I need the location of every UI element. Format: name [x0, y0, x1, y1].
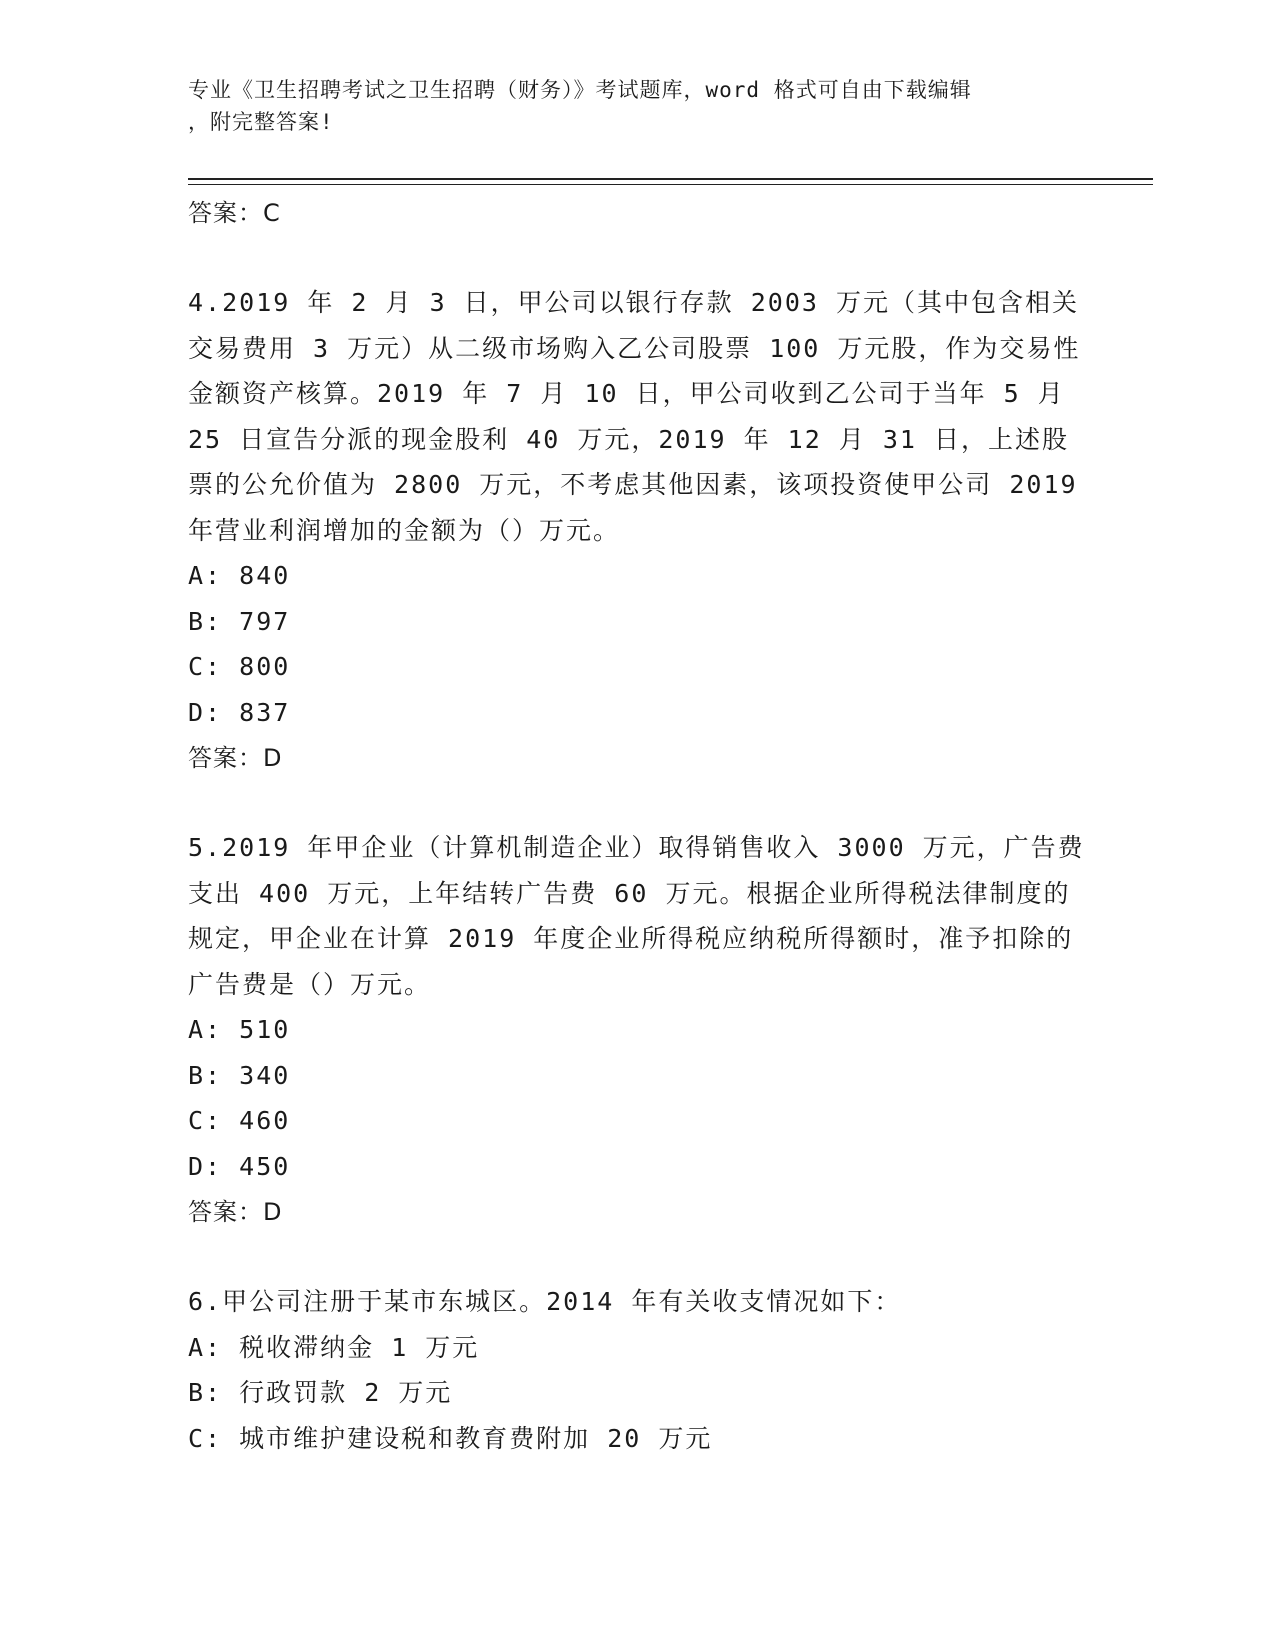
answer-prev: 答案：C: [188, 199, 281, 227]
question-6-option-c: C: 城市维护建设税和教育费附加 20 万元: [188, 1423, 713, 1453]
header-rule-thick: [188, 178, 1153, 180]
document-header: [188, 74, 1088, 138]
header-line-2: ，附完整答案!: [188, 110, 334, 134]
question-6-block: [188, 1279, 1088, 1461]
question-6-text: 6.甲公司注册于某市东城区。2014 年有关收支情况如下：: [188, 1287, 902, 1316]
question-5-option-d: D: 450: [188, 1151, 291, 1181]
header-rule-thin: [188, 184, 1153, 185]
header-line-1: 专业《卫生招聘考试之卫生招聘（财务）》考试题库，word 格式可自由下载编辑: [188, 78, 972, 102]
question-5-option-b: B: 340: [188, 1060, 291, 1090]
question-5-answer: 答案：D: [188, 1198, 283, 1226]
question-5-option-a: A: 510: [188, 1015, 291, 1044]
question-6-option-b: B: 行政罚款 2 万元: [188, 1378, 453, 1407]
question-6-option-a: A: 税收滞纳金 1 万元: [188, 1332, 480, 1362]
document-body: [188, 190, 1088, 1461]
question-4-option-a: A: 840: [188, 561, 291, 590]
question-4-answer: 答案：D: [188, 744, 283, 772]
question-5-text: 5.2019 年甲企业（计算机制造企业）取得销售收入 3000 万元，广告费支出 400 万元，上年结转广告费 60 万元。根据企业所得税法律制度的规定，甲企业在计算 2019 年度企业所得税应纳税所得额时，准予扣除的广告费是（）万元。: [188, 833, 1085, 999]
question-4-option-b: B: 797: [188, 606, 291, 636]
question-4-option-d: D: 837: [188, 697, 291, 727]
question-4-block: [188, 280, 1088, 781]
question-4-option-c: C: 800: [188, 652, 291, 681]
question-5-option-c: C: 460: [188, 1106, 291, 1135]
question-5-block: [188, 825, 1088, 1235]
question-4-text: 4.2019 年 2 月 3 日，甲公司以银行存款 2003 万元（其中包含相关交易费用 3 万元）从二级市场购入乙公司股票 100 万元股，作为交易性金额资产核算。2019 年 7 月 10 日，甲公司收到乙公司于当年 5 月 25 日宣告分派的现金股利 40 万元，2019 年 12 月 31 日，上述股票的公允价值为 2800 万元，不考虑其他因素，该项投资使甲公司 2019 年营业利润增加的金额为（）万元。: [188, 288, 1081, 545]
